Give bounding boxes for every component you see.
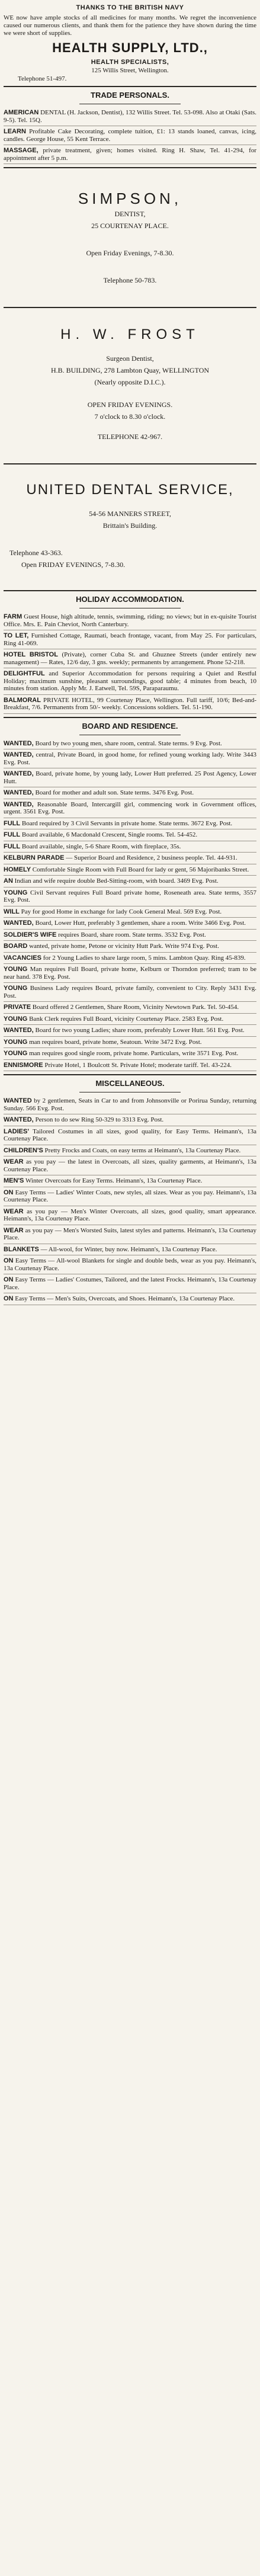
classified-lead-word: YOUNG — [4, 1015, 28, 1023]
misc-title: MISCELLANEOUS. — [95, 1079, 165, 1088]
united-dental-phone: Telephone 43-363. — [9, 549, 63, 557]
classified-lead-word: KELBURN PARADE — [4, 854, 65, 861]
classified-lead-word: WEAR — [4, 1158, 24, 1165]
classified-ad — [4, 630, 256, 649]
navy-heading: THANKS TO THE BRITISH NAVY — [76, 4, 184, 11]
classified-text: Furnished Cottage, Raumati, beach frontage, vacant, from May 25. For particulars, Ring 41-069. — [4, 632, 257, 647]
board-residence-section — [4, 721, 256, 1072]
trade-personals-section — [4, 90, 256, 164]
classified-text: Tailored Costumes in all sizes, good quality, for Easy Terms. Heimann's, 13a Courtenay Place. — [4, 1127, 256, 1142]
divider — [4, 167, 256, 168]
health-supply-phone: Telephone 51-497. — [18, 75, 67, 82]
classified-lead-word: SOLDIER'S WIFE — [4, 931, 57, 938]
united-dental-building: Brittain's Building. — [102, 521, 158, 530]
simpson-address: 25 COURTENAY PLACE. — [91, 222, 169, 230]
classified-text: Board offered 2 Gentlemen, Share Room, Vicinity Newtown Park. Tel. 50-454. — [32, 1004, 239, 1011]
classified-ad — [4, 906, 256, 918]
classified-text: Board for mother and adult son. State terms. 3476 Evg. Post. — [35, 789, 194, 796]
classified-lead-word: TO LET, — [4, 632, 29, 639]
classified-text: central, Private Board, in good home, for refined young working lady. Write 3443 Evg. Post. — [4, 751, 257, 766]
divider — [4, 463, 256, 464]
classified-ad — [4, 864, 256, 876]
united-dental-ad — [4, 467, 256, 587]
health-supply-subtitle: HEALTH SPECIALISTS, — [91, 59, 169, 66]
classified-ad — [4, 1175, 256, 1187]
classified-text: as you pay — Men's Winter Overcoats, all sizes, good quality, smart appearance. Heimann's, 13a Courtenay Place. — [4, 1207, 256, 1222]
divider — [4, 307, 256, 308]
classified-ad — [4, 953, 256, 965]
classified-text: as you pay — Men's Worsted Suits, latest styles and patterns. Heimann's, 13a Courtenay Place. — [4, 1226, 257, 1241]
classified-ad — [4, 1002, 256, 1014]
holiday-accommodation-section — [4, 594, 256, 714]
frost-name: H. W. FROST — [60, 326, 200, 342]
classified-lead-word: MEN'S — [4, 1177, 24, 1184]
divider — [4, 717, 256, 718]
classified-ad — [4, 1037, 256, 1049]
classified-ad — [4, 1187, 256, 1206]
classified-ad — [4, 649, 256, 668]
classified-lead-word: WANTED, — [4, 800, 34, 808]
classified-text: Reasonable Board, Intercargill girl, commencing work in Government offices, urgent. 3561 Evg. Post. — [4, 800, 257, 815]
classified-lead-word: WEAR — [4, 1226, 24, 1234]
divider — [4, 1074, 256, 1075]
health-supply-address: 125 Willis Street, Wellington. — [91, 67, 169, 74]
classified-lead-word: ON — [4, 1188, 14, 1196]
simpson-title: DENTIST, — [114, 210, 146, 218]
board-list — [4, 738, 256, 1072]
classified-text: Board, Lower Hutt, preferably 3 gentlemen, share a room. Write 3466 Evg. Post. — [35, 919, 246, 927]
classified-lead-word: ON — [4, 1257, 14, 1264]
health-supply-ad — [4, 4, 256, 83]
simpson-name: SIMPSON, — [78, 190, 182, 207]
simpson-hours: Open Friday Evenings, 7-8.30. — [86, 249, 174, 257]
classified-ad — [4, 964, 256, 983]
classified-text: Board, private home, by young lady, Lower Hutt preferred. 25 Post Agency, Lower Hutt. — [4, 770, 257, 785]
classified-ad — [4, 799, 256, 818]
classified-ad — [4, 1060, 256, 1072]
classified-text: Profitable Cake Decorating, complete tuition, £1: 13 stands loaned, canvas, icing, candles. George House, 55 Kent Terrace. — [4, 128, 257, 143]
classified-lead-word: WANTED, — [4, 1027, 34, 1034]
classified-text: Board available, 6 Macdonald Crescent, Single rooms. Tel. 54-452. — [21, 831, 198, 838]
classified-ad — [4, 853, 256, 864]
classified-lead-word: FULL — [4, 819, 21, 827]
classified-ad — [4, 1048, 256, 1060]
united-dental-hours: Open FRIDAY EVENINGS, 7-8.30. — [21, 560, 126, 569]
frost-note: (Nearly opposite D.I.C.). — [94, 378, 166, 386]
trade-list — [4, 107, 256, 164]
classified-text: man requires good single room, private home. Particulars, write 3571 Evg. Post. — [29, 1050, 239, 1057]
board-title: BOARD AND RESIDENCE. — [82, 721, 178, 730]
classified-text: Winter Overcoats for Easy Terms. Heimann's, 13a Courtenay Place. — [25, 1177, 203, 1184]
classified-text: man requires board, private home, Seatoun. Write 3472 Evg. Post. — [29, 1038, 202, 1046]
classified-lead-word: AMERICAN — [4, 109, 39, 116]
classified-text: Easy Terms — Men's Suits, Overcoats, and Shoes. Heimann's, 13a Courtenay Place. — [15, 1295, 235, 1302]
divider — [4, 86, 256, 87]
classified-text: Person to do sew Ring 50-329 to 3313 Evg. Post. — [35, 1116, 164, 1123]
classified-ad — [4, 1225, 256, 1244]
miscellaneous-section — [4, 1078, 256, 1305]
classified-ad — [4, 818, 256, 830]
classified-lead-word: WILL — [4, 908, 20, 915]
classified-lead-word: DELIGHTFUL — [4, 670, 45, 677]
classified-text: requires Board, share room. State terms. 3532 Evg. Post. — [58, 931, 206, 938]
classified-lead-word: WEAR — [4, 1207, 24, 1215]
classified-lead-word: PRIVATE — [4, 1004, 31, 1011]
classified-ad — [4, 126, 256, 145]
simpson-phone: Telephone 50-783. — [103, 276, 157, 284]
trade-personals-title: TRADE PERSONALS. — [91, 91, 169, 100]
divider — [4, 590, 256, 591]
frost-hours-heading: OPEN FRIDAY EVENINGS. — [87, 401, 173, 409]
classified-lead-word: WANTED, — [4, 919, 34, 927]
classified-text: Easy Terms — Ladies' Costumes, Tailored, and the latest Frocks. Heimann's, 13a Courtenay Place. — [4, 1276, 257, 1291]
classified-lead-word: YOUNG — [4, 1050, 28, 1057]
classified-text: Pretty Frocks and Coats, on easy terms at Heimann's, 13a Courtenay Place. — [44, 1146, 241, 1154]
united-dental-address: 54-56 MANNERS STREET, — [89, 510, 171, 518]
classified-ad — [4, 941, 256, 953]
classified-ad — [4, 695, 256, 714]
frost-title: Surgeon Dentist, — [106, 354, 154, 363]
classified-lead-word: LEARN — [4, 128, 26, 135]
classified-text: by 2 gentlemen, Seats in Car to and from Johnsonville or Porirua Sunday, returning Sunday. 566 Evg. Post. — [4, 1097, 257, 1112]
classified-lead-word: ON — [4, 1276, 14, 1283]
classified-ad — [4, 668, 256, 695]
classified-text: as you pay — the latest in Overcoats, all sizes, quality garments, at Heimann's, 13a Courtenay Place. — [4, 1158, 257, 1173]
classified-ad — [4, 1274, 256, 1293]
classified-text: Private Hotel, 1 Boulcott St. Private Hotel; moderate tariff. Tel. 43-224. — [44, 1061, 232, 1069]
classified-ad — [4, 876, 256, 887]
holiday-list — [4, 611, 256, 714]
classified-ad — [4, 841, 256, 853]
classified-ad — [4, 829, 256, 841]
classified-text: and Superior Accommodation for persons requiring a Quiet and Restful Holiday; maximum sunshine, pleasant surroundings, good table; 4 minutes from beach, 10 minutes from station. Apply Mr. J. Eatwell, Tel. 59S, Paraparaumu. — [4, 670, 256, 692]
classified-lead-word: LADIES' — [4, 1127, 29, 1135]
simpson-ad — [4, 171, 256, 304]
classified-text: Guest House, high altitude, tennis, swimming, riding; no views; but in ex-quisite Tourist Office. Mrs. E. Pain Cheviot, North Canterbury. — [4, 613, 257, 628]
classified-text: Business Lady requires Board, private family, convenient to City. Reply 3431 Evg. Post. — [4, 985, 256, 999]
classified-lead-word: HOMELY — [4, 866, 31, 873]
classified-ad — [4, 1025, 256, 1037]
classified-lead-word: BOARD — [4, 943, 28, 950]
classified-lead-word: CHILDREN'S — [4, 1146, 43, 1154]
classified-lead-word: HOTEL BRISTOL — [4, 651, 58, 658]
classified-text: Board for two young Ladies; share room, preferably Lower Hutt. 561 Evg. Post. — [35, 1027, 245, 1034]
classified-text: wanted, private home, Petone or vicinity Hutt Park. Write 974 Evg. Post. — [29, 943, 219, 950]
classified-text: Man requires Full Board, private home, Kelburn or Thorndon preferred; tram to be near hand. 378 Evg. Post. — [4, 966, 257, 981]
classified-ad — [4, 1206, 256, 1225]
classified-text: Easy Terms — Ladies' Winter Coats, new styles, all sizes. Wear as you pay. Heimann's, 13a Courtenay Place. — [4, 1188, 256, 1203]
classified-lead-word: WANTED, — [4, 739, 34, 747]
classified-ad — [4, 787, 256, 799]
classified-ad — [4, 1145, 256, 1157]
classified-ad — [4, 1255, 256, 1274]
classified-lead-word: MASSAGE, — [4, 147, 38, 154]
classified-text: private treatment, given; homes visited. Ring H. Shaw, Tel. 41-294, for appointment after 5 p.m. — [4, 147, 257, 162]
classified-text: DENTAL (H. Jackson, Dentist), 132 Willis Street. Tel. 53-098. Also at Otaki (Sats. 9-5). Tel. 15Q. — [4, 109, 256, 124]
classified-text: PRIVATE HOTEL, 99 Courtenay Place, Wellington. Full tariff, 10/6; Bed-and-Breakfast, 7/6. Permanents from 50/- weekly. Concessions soldiers. Tel. 51-190. — [4, 696, 256, 711]
classified-ad — [4, 918, 256, 930]
classified-ad — [4, 768, 256, 787]
classified-lead-word: AN — [4, 877, 13, 885]
frost-hours: 7 o'clock to 8.30 o'clock. — [94, 412, 166, 421]
navy-notice — [4, 14, 256, 37]
classified-ad — [4, 738, 256, 750]
classified-ad — [4, 983, 256, 1002]
classified-text: Board required by 3 Civil Servants in private home. State terms. 3672 Evg. Post. — [21, 819, 233, 827]
classified-text: Easy Terms — All-wool Blankets for single and double beds, wear as you pay. Heimann's, 13a Courtenay Place. — [4, 1257, 257, 1272]
classified-ad — [4, 107, 256, 126]
classified-text: for 2 Young Ladies to share large room, 5 mins. Lambton Quay. Ring 45-839. — [43, 954, 246, 962]
classified-ad — [4, 749, 256, 768]
classified-text: Board by two young men, share room, central. State terms. 9 Evg. Post. — [35, 739, 222, 747]
classified-ad — [4, 930, 256, 941]
united-dental-name: UNITED DENTAL SERVICE, — [26, 482, 234, 498]
classified-lead-word: VACANCIES — [4, 954, 41, 962]
classified-lead-word: ENNISMORE — [4, 1061, 43, 1069]
classified-ad — [4, 1244, 256, 1256]
classified-lead-word: FULL — [4, 842, 21, 850]
classified-text: Pay for good Home in exchange for lady Cook General Meal. 569 Evg. Post. — [21, 908, 222, 915]
classified-ad — [4, 1126, 256, 1145]
classified-lead-word: YOUNG — [4, 966, 28, 973]
classified-lead-word: WANTED, — [4, 770, 34, 777]
classified-lead-word: WANTED, — [4, 751, 34, 758]
classified-text: — All-wool, for Winter, buy now. Heimann's, 13a Courtenay Place. — [40, 1245, 217, 1253]
frost-ad — [4, 311, 256, 460]
classified-lead-word: WANTED — [4, 1097, 32, 1104]
navy-paragraph: WE now have ample stocks of all medicines for many months. We regret the inconvenience caused our numerous clients, and thank them for the patience they have shown during the time we were short of supplies. — [4, 14, 256, 37]
classified-text: (Private), corner Cuba St. and Ghuznee Streets (under entirely new management) — Rates, 12/6 day, 3 gns. weekly; permanents by arrangement. Phone 52-218. — [4, 651, 257, 666]
classified-text: Civil Servant requires Full Board private home, Roseneath area. State terms, 3557 Evg. Post. — [4, 889, 256, 903]
classified-text: Comfortable Single Room with Full Board for lady or gent, 56 Majoribanks Street. — [32, 866, 249, 873]
holiday-title: HOLIDAY ACCOMMODATION. — [76, 595, 184, 604]
classified-lead-word: ON — [4, 1295, 14, 1302]
classified-lead-word: YOUNG — [4, 1038, 28, 1046]
classified-lead-word: WANTED, — [4, 1116, 34, 1123]
frost-address: H.B. BUILDING, 278 Lambton Quay, WELLINGTON — [50, 366, 210, 374]
classified-lead-word: BALMORAL — [4, 696, 41, 704]
classified-ad — [4, 887, 256, 906]
classified-ad — [4, 1095, 256, 1114]
classified-lead-word: BLANKETS — [4, 1245, 39, 1253]
classified-text: Indian and wife require double Bed-Sitting-room, with board. 3469 Evg. Post. — [14, 877, 219, 885]
classified-text: — Superior Board and Residence, 2 business people. Tel. 44-931. — [66, 854, 237, 861]
classified-lead-word: YOUNG — [4, 889, 28, 896]
classified-ad — [4, 1156, 256, 1175]
classified-ad — [4, 1293, 256, 1305]
classified-lead-word: YOUNG — [4, 985, 28, 992]
classified-text: Bank Clerk requires Full Board, vicinity Courtenay Place. 2583 Evg. Post. — [29, 1015, 224, 1023]
classified-ad — [4, 611, 256, 630]
frost-phone: TELEPHONE 42-967. — [97, 432, 163, 441]
classified-text: Board available, single, 5-6 Share Room, with fireplace, 35s. — [21, 842, 181, 850]
health-supply-firm: HEALTH SUPPLY, LTD., — [52, 40, 208, 55]
classified-ad — [4, 1114, 256, 1126]
classified-ad — [4, 1014, 256, 1026]
classified-ad — [4, 145, 256, 164]
classified-lead-word: FULL — [4, 831, 21, 838]
classified-lead-word: WANTED, — [4, 789, 34, 796]
misc-list — [4, 1095, 256, 1305]
classified-lead-word: FARM — [4, 613, 23, 620]
